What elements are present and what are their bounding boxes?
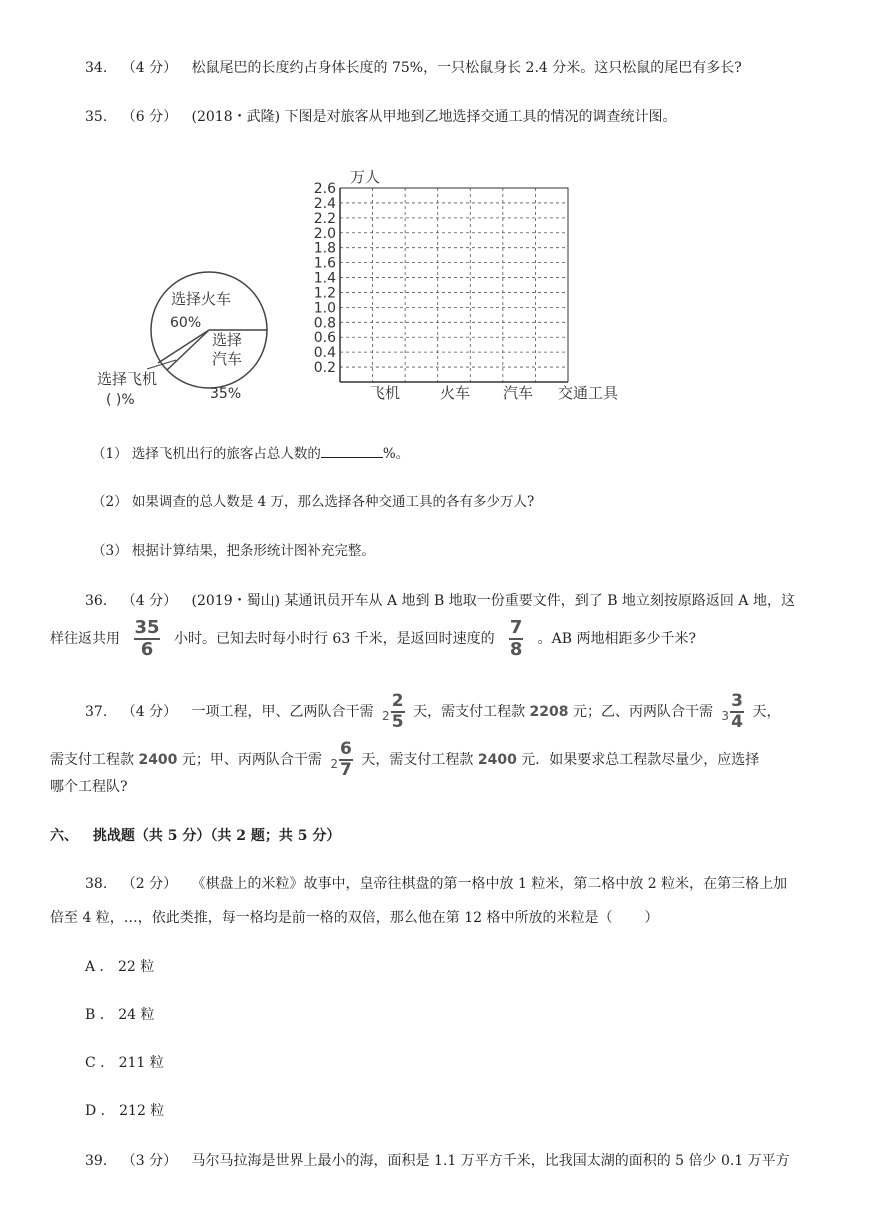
- y-tick-label: 0.4: [313, 345, 336, 362]
- payment-amount: 2400: [477, 752, 517, 768]
- mixed-number-3-3-4: [721, 686, 744, 738]
- pie-label-car-line2: 汽车: [212, 350, 243, 368]
- question-38-line1: [85, 874, 787, 894]
- answer-blank[interactable]: [321, 443, 383, 458]
- fraction: [339, 741, 353, 779]
- fraction-numerator: 3: [731, 691, 743, 711]
- whole-part: 2: [330, 757, 338, 771]
- section-6-header: [50, 826, 340, 846]
- sub-text-end: %。: [382, 446, 410, 462]
- x-category-label: 火车: [439, 384, 471, 402]
- y-tick-label: 0.6: [313, 330, 336, 347]
- y-tick-label: 1.0: [313, 300, 336, 317]
- question-text: 马尔马拉海是世界上最小的海，面积是 1.1 万平方千米，比我国太湖的面积的 5 倍少 0.1 万平方: [191, 1153, 790, 1169]
- mixed-number-2-6-7: [330, 734, 353, 786]
- question-number: 36.: [85, 593, 108, 609]
- question-38-line2: [50, 908, 659, 928]
- mixed-number-2-2-5: [382, 686, 405, 738]
- fraction-7-8: [509, 619, 523, 659]
- question-text: 下图是对旅客从甲地到乙地选择交通工具的情况的调查统计图。: [284, 109, 677, 125]
- y-tick-label: 1.4: [313, 270, 336, 287]
- pie-label-plane: 选择飞机: [97, 370, 158, 388]
- y-tick-label: 0.8: [313, 315, 336, 332]
- question-number: 37.: [85, 704, 108, 720]
- y-tick-label: 1.6: [313, 255, 336, 272]
- question-37-line1: [85, 686, 781, 738]
- question-text: 松鼠尾巴的长度约占身体长度的 75%，一只松鼠身长 2.4 分米。这只松鼠的尾巴有多长?: [191, 60, 742, 76]
- option-text: C ． 211 粒: [85, 1055, 164, 1071]
- pie-value-car: 35%: [210, 386, 242, 402]
- fraction-numerator: 7: [509, 617, 523, 638]
- sub-number: （1）: [92, 446, 128, 462]
- question-37-line3: [50, 777, 128, 797]
- x-axis-label: 交通工具: [558, 384, 619, 402]
- y-tick-label: 2.4: [313, 195, 336, 212]
- question-35: [85, 107, 677, 127]
- pie-label-car: [212, 331, 247, 368]
- y-tick-label: 0.2: [313, 360, 336, 377]
- x-category-label: 飞机: [369, 384, 401, 402]
- option-text: A ． 22 粒: [85, 959, 155, 975]
- question-text-end: ）: [644, 910, 659, 926]
- fraction-numerator: 35: [134, 617, 160, 638]
- question-text: 小时。已知去时每小时行 63 千米，是返回时速度的: [173, 631, 495, 647]
- question-number: 39.: [85, 1153, 108, 1169]
- sub-number: （2）: [92, 494, 128, 510]
- question-score: （4 分）: [121, 60, 178, 76]
- payment-amount: 2208: [529, 704, 569, 720]
- question-text: 哪个工程队?: [50, 779, 128, 795]
- question-text: 。AB 两地相距多少千米?: [537, 631, 696, 647]
- question-text: 元．如果要求总工程款尽量少，应选择: [521, 752, 760, 768]
- question-score: （3 分）: [121, 1153, 178, 1169]
- pie-chart: [92, 268, 282, 418]
- section-title: 挑战题（共 5 分）（共 2 题；共 5 分）: [92, 828, 341, 844]
- option-b[interactable]: [85, 1005, 154, 1025]
- question-36-line2: [50, 617, 696, 661]
- y-tick-label: 2.0: [313, 225, 336, 242]
- whole-part: 2: [381, 709, 390, 723]
- question-source: (2018・武隆): [191, 109, 281, 125]
- option-text: B ． 24 粒: [85, 1007, 155, 1023]
- whole-part: 3: [721, 709, 730, 723]
- sub-text: 根据计算结果，把条形统计图补充完整。: [131, 543, 375, 559]
- fraction-numerator: 2: [391, 691, 404, 711]
- q35-sub-3: [92, 541, 375, 561]
- question-score: （4 分）: [121, 704, 178, 720]
- y-tick-label: 1.2: [313, 285, 336, 302]
- question-text: 元；甲、丙两队合干需: [181, 752, 322, 768]
- fraction-denominator: 8: [509, 639, 523, 660]
- question-number: 35.: [85, 109, 108, 125]
- question-text: 天，: [752, 704, 781, 720]
- option-d[interactable]: [85, 1101, 164, 1121]
- question-34: [85, 58, 742, 78]
- fraction-denominator: 5: [391, 712, 404, 732]
- y-axis-label: 万人: [350, 168, 381, 186]
- question-score: （2 分）: [121, 876, 178, 892]
- y-axis-ticks: [314, 181, 336, 376]
- question-source: (2019・蜀山): [191, 593, 281, 609]
- x-category-label: 汽车: [502, 384, 534, 402]
- question-text: 样往返共用: [50, 631, 120, 647]
- sub-text: 选择飞机出行的旅客占总人数的: [131, 446, 321, 462]
- question-text: 天，需支付工程款: [361, 752, 474, 768]
- question-score: （6 分）: [121, 109, 178, 125]
- sub-number: （3）: [92, 543, 128, 559]
- fraction: [391, 693, 405, 731]
- section-label: 六、: [50, 828, 78, 844]
- y-tick-label: 2.2: [313, 210, 336, 227]
- pie-value-train: 60%: [170, 315, 202, 331]
- y-tick-label: 1.8: [313, 240, 336, 257]
- q35-sub-1: [92, 443, 409, 464]
- question-text: 某通讯员开车从 A 地到 B 地取一份重要文件，到了 B 地立刻按原路返回 A 地，这: [284, 593, 795, 609]
- question-text: 倍至 4 粒，…，依此类推，每一格均是前一格的双倍，那么他在第 12 格中所放的米粒是（: [50, 910, 613, 926]
- grid-frame: [340, 188, 568, 382]
- fraction-35-6: [134, 619, 159, 659]
- grid-lines: [340, 188, 568, 382]
- question-number: 38.: [85, 876, 108, 892]
- pie-label-car-line1: 选择: [212, 331, 243, 349]
- question-text: 元；乙、丙两队合干需: [572, 704, 713, 720]
- fraction-numerator: 6: [340, 739, 352, 759]
- question-36-line1: [85, 591, 795, 611]
- sub-text: 如果调查的总人数是 4 万，那么选择各种交通工具的各有多少万人?: [131, 494, 535, 510]
- question-text: 需支付工程款: [50, 752, 134, 768]
- question-text: 一项工程，甲、乙两队合干需: [191, 704, 374, 720]
- option-c[interactable]: [85, 1053, 164, 1073]
- question-text: 天，需支付工程款: [413, 704, 526, 720]
- pie-label-train: 选择火车: [171, 290, 232, 308]
- question-39: [85, 1151, 790, 1171]
- payment-amount: 2400: [138, 752, 178, 768]
- fraction: [730, 693, 744, 731]
- option-text: D ． 212 粒: [85, 1103, 165, 1119]
- y-tick-label: 2.6: [313, 181, 336, 197]
- bar-chart: [300, 160, 645, 405]
- fraction-denominator: 7: [340, 760, 352, 780]
- question-37-line2: [50, 734, 759, 786]
- pie-value-plane: ( )%: [106, 392, 135, 408]
- q35-sub-2: [92, 492, 534, 512]
- fraction-denominator: 4: [731, 712, 743, 732]
- option-a[interactable]: [85, 957, 154, 977]
- fraction-denominator: 6: [140, 639, 154, 660]
- question-score: （4 分）: [121, 593, 178, 609]
- question-number: 34.: [85, 60, 108, 76]
- question-text: 《棋盘上的米粒》故事中，皇帝往棋盘的第一格中放 1 粒米，第二格中放 2 粒米，在第三格上加: [191, 876, 788, 892]
- x-axis-categories: [370, 384, 533, 402]
